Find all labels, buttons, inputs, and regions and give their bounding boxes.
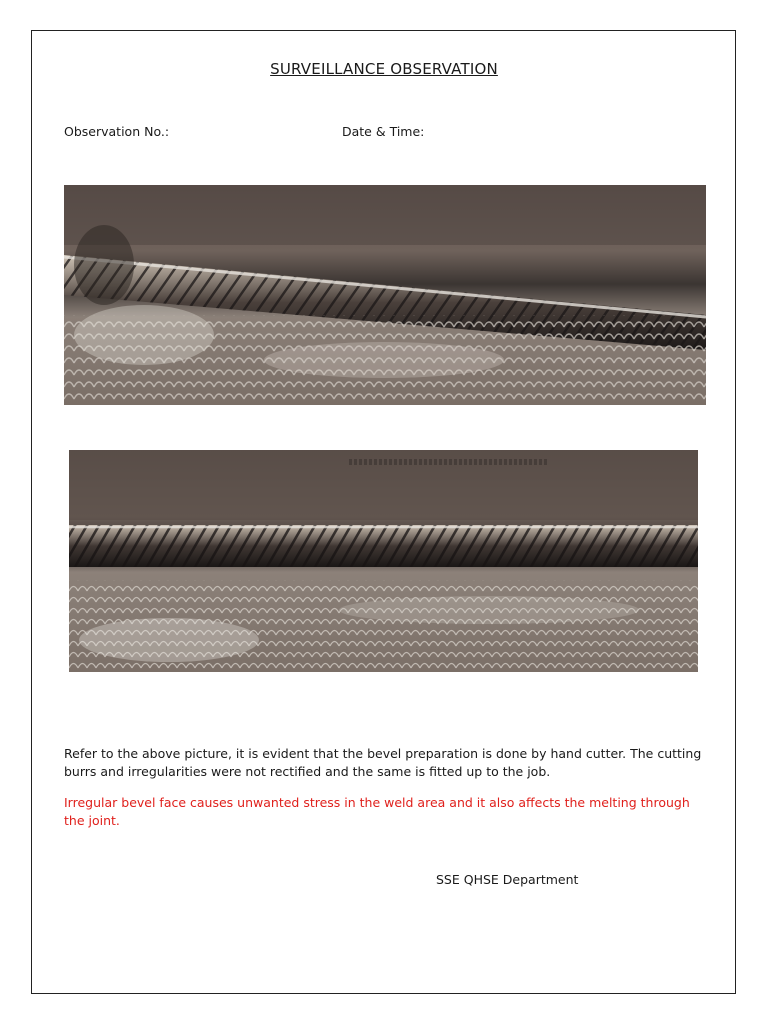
observation-description: Refer to the above picture, it is evident that the bevel preparation is done by hand cutter. The cutting burrs and irregularities were not rectified and the same is fitted up to the job.	[64, 746, 702, 779]
weld-photo-1	[64, 185, 706, 405]
observation-warning: Irregular bevel face causes unwanted stress in the weld area and it also affects the melting through the joint.	[64, 795, 690, 828]
observation-no-label: Observation No.:	[64, 124, 170, 139]
weld-photo-2	[69, 450, 698, 672]
document-title: SURVEILLANCE OBSERVATION	[270, 60, 498, 78]
department-signoff: SSE QHSE Department	[436, 872, 579, 887]
date-time-label: Date & Time:	[342, 124, 425, 139]
